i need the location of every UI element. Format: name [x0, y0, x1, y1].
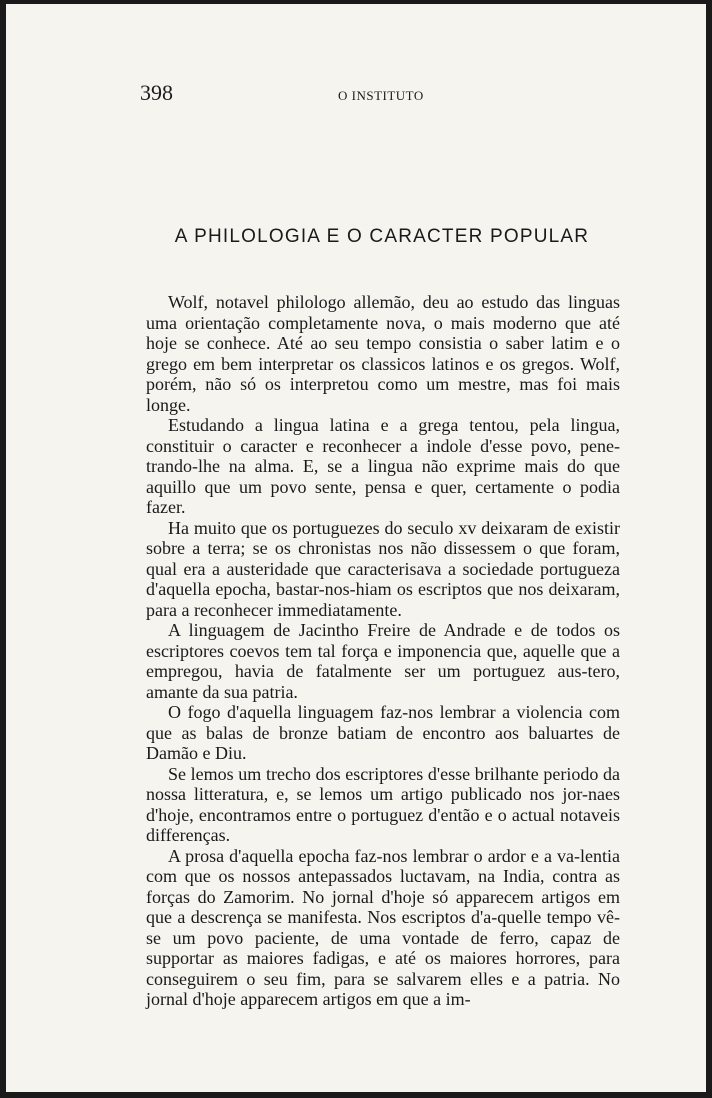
article-title: A PHILOLOGIA E O CARACTER POPULAR	[174, 226, 590, 247]
running-head: O INSTITUTO	[338, 88, 424, 103]
page-number: 398	[140, 80, 173, 105]
paragraph: Se lemos um trecho dos escriptores d'esse brilhante periodo da nossa litteratura, e, se lemos um artigo publicado nos jor-naes d'hoje, encontramos entre o portuguez d'então e o actual notaveis differenças.	[146, 763, 620, 845]
article-body	[146, 292, 620, 1010]
page-header	[6, 80, 706, 110]
book-page	[6, 4, 706, 1092]
paragraph: A prosa d'aquella epocha faz-nos lembrar o ardor e a va-lentia com que os nossos antepassados luctavam, na India, contra as forças do Zamorim. No jornal d'hoje só apparecem artigos em que a descrença se manifesta. Nos escriptos d'a-quelle tempo vê-se um povo paciente, de uma vontade de ferro, capaz de supportar as maiores fadigas, e até os maiores horrores, para conseguirem o seu fim, para se salvarem elles e a patria. No jornal d'hoje apparecem artigos em que a im-	[146, 845, 620, 1009]
paragraph: Ha muito que os portuguezes do seculo xv deixaram de existir sobre a terra; se os chronistas nos não dissessem o que foram, qual era a austeridade que caracterisava a sociedade portugueza d'aquella epocha, bastar-nos-hiam os escriptos que nos deixaram, para a reconhecer immediatamente.	[146, 517, 620, 620]
paragraph: A linguagem de Jacintho Freire de Andrade e de todos os escriptores coevos tem tal força e imponencia que, aquelle que a empregou, havia de fatalmente ser um portuguez aus-tero, amante da sua patria.	[146, 620, 620, 702]
paragraph: O fogo d'aquella linguagem faz-nos lembrar a violencia com que as balas de bronze batiam de encontro aos baluartes de Damão e Diu.	[146, 702, 620, 763]
paragraph: Estudando a lingua latina e a grega tentou, pela lingua, constituir o caracter e reconhecer a indole d'esse povo, pene-trando-lhe na alma. E, se a lingua não exprime mais do que aquillo que um povo sente, pensa e quer, certamente o podia fazer.	[146, 415, 620, 517]
paragraph: Wolf, notavel philologo allemão, deu ao estudo das linguas uma orientação completamente nova, o mais moderno que até hoje se conhece. Até ao seu tempo consistia o saber latim e o grego em bem interpretar os classicos latinos e os gregos. Wolf, porém, não só os interpretou como um mestre, mas foi mais longe.	[146, 292, 620, 415]
